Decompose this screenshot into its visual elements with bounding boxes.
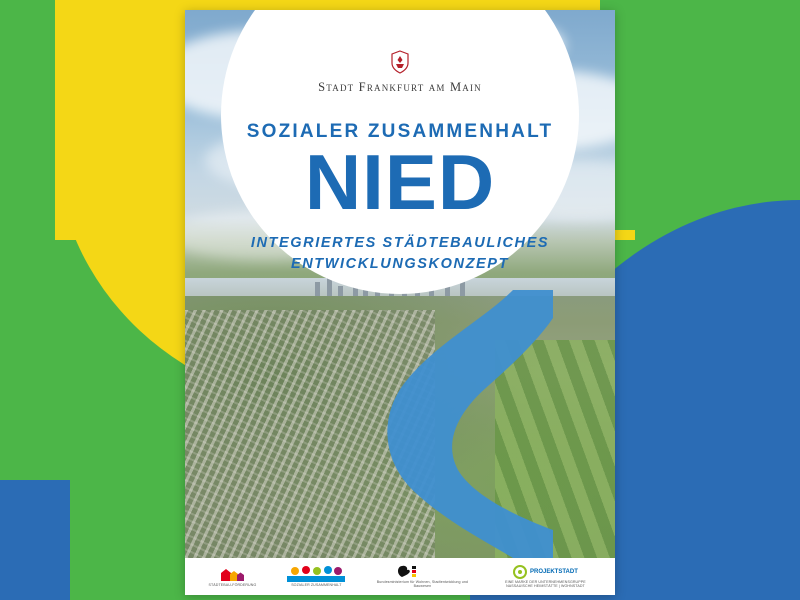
background-shape-blue-left (0, 480, 70, 600)
river-main (363, 290, 553, 558)
logo-bundesministerium (376, 564, 468, 589)
logo-sozialer-zusammenhalt (287, 565, 345, 588)
logo-caption: Bundesministerium für Wohnen, Stadtentwicklung und Bauwesen (376, 580, 469, 588)
city-name: Stadt Frankfurt am Main (318, 80, 482, 94)
background-shape-green-right (600, 0, 800, 230)
cover-kicker: SOZIALER ZUSAMMENHALT (246, 121, 554, 142)
logo-staedtebaufoerderung (209, 566, 257, 588)
projektstadt-icon (513, 565, 578, 579)
cover-subtitle-line2: ENTWICKLUNGSKONZEPT (290, 256, 510, 273)
page-title: NIED (304, 138, 496, 226)
cover-subtitle-line1: INTEGRIERTES STÄDTEBAULICHES (250, 235, 550, 252)
document-cover[interactable] (185, 10, 615, 595)
logo-strip (185, 558, 615, 595)
frankfurt-coat-of-arms-icon (390, 50, 410, 74)
logo-caption: EINE MARKE DER UNTERNEHMENSGRUPPE NASSAUISCHE HEIMSTÄTTE | WOHNSTADT (505, 579, 586, 588)
eagle-icon (396, 564, 448, 579)
sozialer-zusammenhalt-icon (287, 565, 345, 582)
logo-projektstadt (499, 565, 591, 589)
logo-name: PROJEKTSTADT (529, 568, 578, 575)
houses-icon (219, 566, 245, 582)
logo-caption: STÄDTEBAU-FÖRDERUNG (208, 582, 257, 587)
cover-title-block (221, 50, 579, 275)
logo-caption: SOZIALER ZUSAMMENHALT (291, 583, 342, 588)
